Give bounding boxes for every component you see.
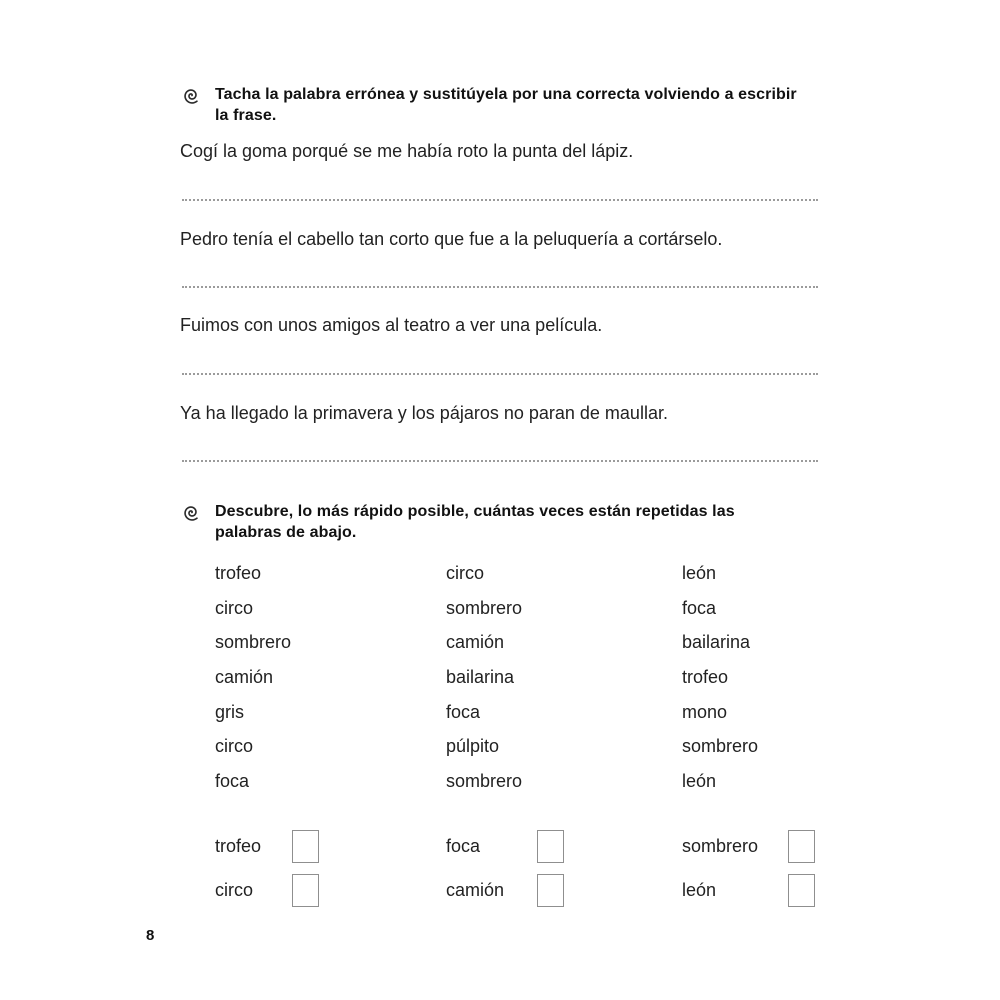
word-cell: león bbox=[682, 771, 717, 792]
spiral-icon bbox=[180, 84, 203, 107]
word-cell: sombrero bbox=[446, 771, 523, 792]
word-cell: sombrero bbox=[446, 597, 523, 618]
sentence-1: Cogí la goma porqué se me había roto la punta del lápiz. bbox=[180, 141, 634, 161]
word-cell: león bbox=[682, 563, 717, 583]
answer-line-2[interactable] bbox=[182, 282, 818, 288]
word-cell: foca bbox=[446, 701, 481, 722]
count-checkbox-camion[interactable] bbox=[537, 874, 564, 907]
sentence-3: Fuimos con unos amigos al teatro a ver una película. bbox=[180, 315, 603, 335]
word-cell: foca bbox=[215, 771, 250, 792]
word-cell: púlpito bbox=[446, 736, 500, 757]
word-cell: sombrero bbox=[215, 632, 292, 653]
answer-line-3[interactable] bbox=[182, 369, 818, 375]
sentence-2: Pedro tenía el cabello tan corto que fue a la peluquería a cortárselo. bbox=[180, 229, 723, 249]
word-cell: circo bbox=[446, 563, 485, 583]
page-number: 8 bbox=[146, 927, 155, 944]
word-cell: trofeo bbox=[215, 563, 262, 583]
answer-word: camión bbox=[446, 879, 505, 900]
word-cell: bailarina bbox=[682, 632, 751, 653]
answer-line-4[interactable] bbox=[182, 456, 818, 462]
answer-word: león bbox=[682, 879, 717, 900]
exercise1-header bbox=[180, 84, 805, 126]
answer-word: sombrero bbox=[682, 835, 759, 856]
count-checkbox-leon[interactable] bbox=[788, 874, 815, 907]
answer-word: circo bbox=[215, 879, 254, 900]
exercise2-title: Descubre, lo más rápido posible, cuántas veces están repetidas las palabras de abajo. bbox=[215, 503, 735, 541]
count-checkbox-sombrero[interactable] bbox=[788, 830, 815, 863]
spiral-icon bbox=[180, 501, 203, 524]
count-checkbox-circo[interactable] bbox=[292, 874, 319, 907]
word-grid bbox=[215, 556, 862, 799]
word-cell: foca bbox=[682, 597, 717, 618]
word-cell: gris bbox=[215, 701, 245, 722]
answer-word: trofeo bbox=[215, 835, 262, 856]
word-cell: camión bbox=[215, 667, 274, 688]
exercise1-title: Tacha la palabra errónea y sustitúyela por una correcta volviendo a escribir la frase. bbox=[215, 86, 797, 124]
count-checkbox-foca[interactable] bbox=[537, 830, 564, 863]
word-cell: circo bbox=[215, 736, 254, 757]
answer-line-1[interactable] bbox=[182, 195, 818, 201]
answer-grid bbox=[215, 824, 821, 912]
word-cell: sombrero bbox=[682, 736, 759, 757]
word-cell: bailarina bbox=[446, 667, 515, 688]
word-cell: trofeo bbox=[682, 667, 729, 688]
word-cell: circo bbox=[215, 597, 254, 618]
exercise2-header bbox=[180, 501, 805, 543]
sentence-4: Ya ha llegado la primavera y los pájaros no paran de maullar. bbox=[180, 403, 668, 423]
answer-word: foca bbox=[446, 835, 481, 856]
count-checkbox-trofeo[interactable] bbox=[292, 830, 319, 863]
word-cell: mono bbox=[682, 701, 728, 722]
word-cell: camión bbox=[446, 632, 505, 653]
